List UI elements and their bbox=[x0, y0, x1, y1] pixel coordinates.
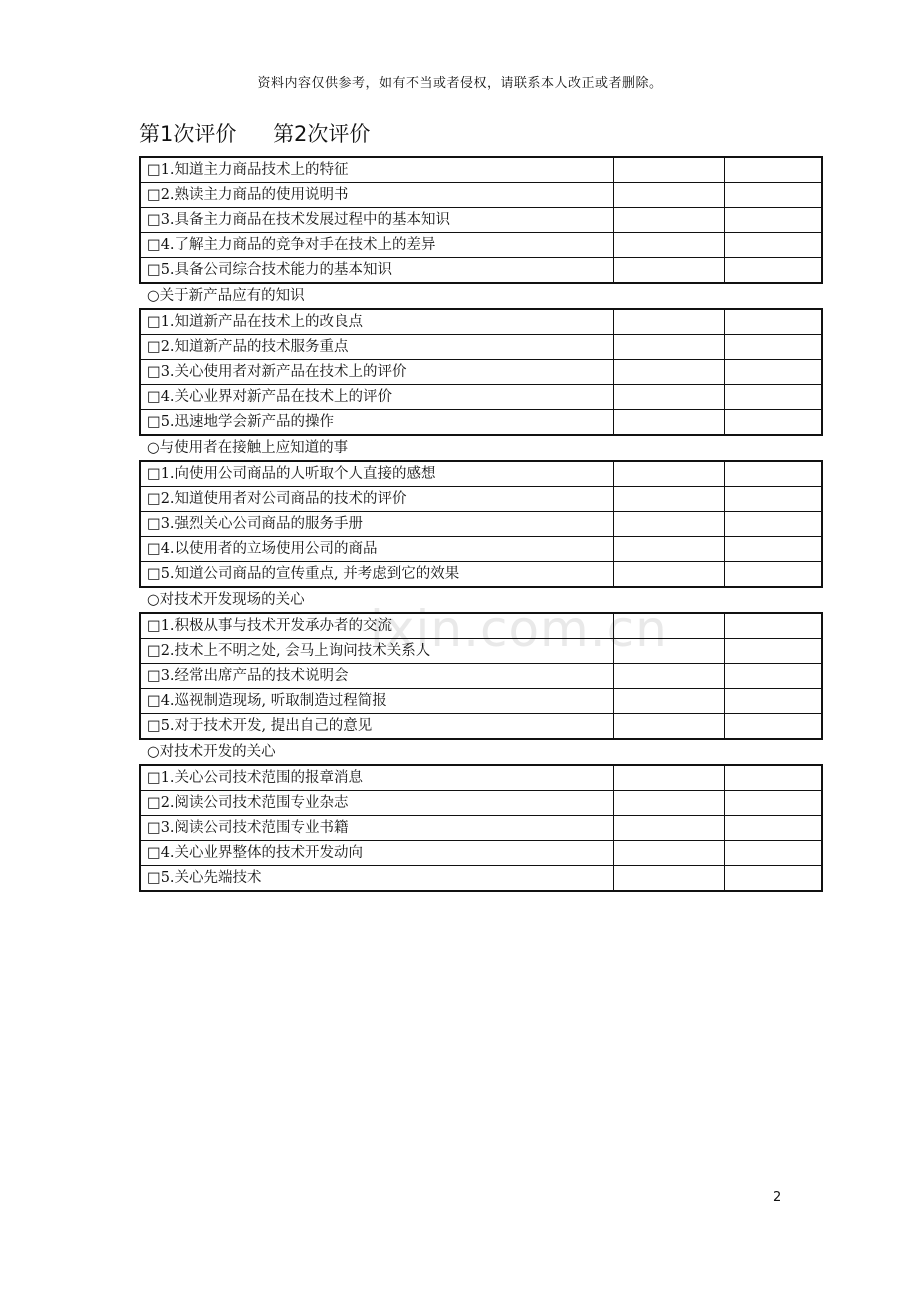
criteria-row bbox=[140, 714, 822, 740]
criteria-row bbox=[140, 689, 822, 714]
second-evaluation-cell[interactable] bbox=[724, 208, 822, 233]
criteria-row bbox=[140, 258, 822, 284]
criteria-row bbox=[140, 841, 822, 866]
disclaimer-notice: 资料内容仅供参考，如有不当或者侵权，请联系本人改正或者删除。 bbox=[257, 76, 663, 91]
criteria-row bbox=[140, 512, 822, 537]
criteria-label: □2.知道使用者对公司商品的技术的评价 bbox=[140, 487, 613, 512]
criteria-row bbox=[140, 664, 822, 689]
second-evaluation-cell[interactable] bbox=[724, 410, 822, 436]
first-evaluation-cell[interactable] bbox=[613, 791, 724, 816]
criteria-label: □1.向使用公司商品的人听取个人直接的感想 bbox=[140, 461, 613, 487]
criteria-row bbox=[140, 360, 822, 385]
criteria-row bbox=[140, 487, 822, 512]
criteria-table bbox=[139, 460, 823, 588]
second-evaluation-cell[interactable] bbox=[724, 309, 822, 335]
second-evaluation-cell[interactable] bbox=[724, 512, 822, 537]
criteria-label: □5.对于技术开发, 提出自己的意见 bbox=[140, 714, 613, 740]
second-evaluation-cell[interactable] bbox=[724, 562, 822, 588]
criteria-label: □5.知道公司商品的宣传重点, 并考虑到它的效果 bbox=[140, 562, 613, 588]
criteria-label: □2.知道新产品的技术服务重点 bbox=[140, 335, 613, 360]
criteria-row bbox=[140, 410, 822, 436]
second-evaluation-cell[interactable] bbox=[724, 258, 822, 284]
criteria-label: □3.关心使用者对新产品在技术上的评价 bbox=[140, 360, 613, 385]
criteria-label: □3.具备主力商品在技术发展过程中的基本知识 bbox=[140, 208, 613, 233]
first-evaluation-cell[interactable] bbox=[613, 841, 724, 866]
criteria-table bbox=[139, 612, 823, 740]
evaluation-form bbox=[139, 156, 821, 892]
first-evaluation-cell[interactable] bbox=[613, 487, 724, 512]
section-title: ○对技术开发现场的关心 bbox=[147, 592, 305, 608]
criteria-row bbox=[140, 233, 822, 258]
second-evaluation-cell[interactable] bbox=[724, 714, 822, 740]
first-evaluation-cell[interactable] bbox=[613, 512, 724, 537]
first-evaluation-cell[interactable] bbox=[613, 309, 724, 335]
second-evaluation-cell[interactable] bbox=[724, 639, 822, 664]
second-evaluation-cell[interactable] bbox=[724, 537, 822, 562]
criteria-row bbox=[140, 461, 822, 487]
section-title: ○与使用者在接触上应知道的事 bbox=[147, 440, 349, 456]
criteria-label: □3.经常出席产品的技术说明会 bbox=[140, 664, 613, 689]
second-evaluation-cell[interactable] bbox=[724, 816, 822, 841]
first-evaluation-cell[interactable] bbox=[613, 233, 724, 258]
first-evaluation-cell[interactable] bbox=[613, 335, 724, 360]
criteria-label: □1.知道主力商品技术上的特征 bbox=[140, 157, 613, 183]
criteria-label: □5.迅速地学会新产品的操作 bbox=[140, 410, 613, 436]
criteria-label: □4.关心业界整体的技术开发动向 bbox=[140, 841, 613, 866]
criteria-label: □1.知道新产品在技术上的改良点 bbox=[140, 309, 613, 335]
first-evaluation-cell[interactable] bbox=[613, 866, 724, 892]
criteria-label: □2.熟读主力商品的使用说明书 bbox=[140, 183, 613, 208]
second-evaluation-cell[interactable] bbox=[724, 360, 822, 385]
criteria-row bbox=[140, 866, 822, 892]
first-evaluation-cell[interactable] bbox=[613, 183, 724, 208]
criteria-label: □2.技术上不明之处, 会马上询问技术关系人 bbox=[140, 639, 613, 664]
section-title: ○关于新产品应有的知识 bbox=[147, 288, 305, 304]
first-evaluation-cell[interactable] bbox=[613, 360, 724, 385]
criteria-label: □3.阅读公司技术范围专业书籍 bbox=[140, 816, 613, 841]
second-evaluation-cell[interactable] bbox=[724, 183, 822, 208]
criteria-row bbox=[140, 309, 822, 335]
first-evaluation-cell[interactable] bbox=[613, 537, 724, 562]
evaluation-headings bbox=[139, 118, 370, 148]
second-evaluation-cell[interactable] bbox=[724, 765, 822, 791]
criteria-row bbox=[140, 385, 822, 410]
second-evaluation-cell[interactable] bbox=[724, 791, 822, 816]
criteria-row bbox=[140, 157, 822, 183]
criteria-table bbox=[139, 764, 823, 892]
criteria-row bbox=[140, 816, 822, 841]
criteria-row bbox=[140, 791, 822, 816]
criteria-row bbox=[140, 183, 822, 208]
first-evaluation-cell[interactable] bbox=[613, 385, 724, 410]
first-evaluation-cell[interactable] bbox=[613, 410, 724, 436]
criteria-row bbox=[140, 208, 822, 233]
first-evaluation-cell[interactable] bbox=[613, 816, 724, 841]
section-title: ○对技术开发的关心 bbox=[147, 744, 276, 760]
criteria-label: □5.具备公司综合技术能力的基本知识 bbox=[140, 258, 613, 284]
first-evaluation-cell[interactable] bbox=[613, 208, 724, 233]
second-evaluation-cell[interactable] bbox=[724, 689, 822, 714]
criteria-row bbox=[140, 537, 822, 562]
criteria-table bbox=[139, 156, 823, 284]
criteria-label: □2.阅读公司技术范围专业杂志 bbox=[140, 791, 613, 816]
heading-first-evaluation: 第1次评价 bbox=[139, 122, 237, 146]
second-evaluation-cell[interactable] bbox=[724, 335, 822, 360]
second-evaluation-cell[interactable] bbox=[724, 385, 822, 410]
second-evaluation-cell[interactable] bbox=[724, 157, 822, 183]
first-evaluation-cell[interactable] bbox=[613, 613, 724, 639]
criteria-row bbox=[140, 335, 822, 360]
first-evaluation-cell[interactable] bbox=[613, 562, 724, 588]
first-evaluation-cell[interactable] bbox=[613, 664, 724, 689]
second-evaluation-cell[interactable] bbox=[724, 487, 822, 512]
criteria-label: □4.了解主力商品的竞争对手在技术上的差异 bbox=[140, 233, 613, 258]
second-evaluation-cell[interactable] bbox=[724, 866, 822, 892]
second-evaluation-cell[interactable] bbox=[724, 613, 822, 639]
heading-second-evaluation: 第2次评价 bbox=[273, 122, 371, 146]
first-evaluation-cell[interactable] bbox=[613, 461, 724, 487]
criteria-label: □4.关心业界对新产品在技术上的评价 bbox=[140, 385, 613, 410]
page-number: 2 bbox=[773, 1190, 782, 1205]
second-evaluation-cell[interactable] bbox=[724, 233, 822, 258]
first-evaluation-cell[interactable] bbox=[613, 639, 724, 664]
second-evaluation-cell[interactable] bbox=[724, 664, 822, 689]
criteria-label: □1.关心公司技术范围的报章消息 bbox=[140, 765, 613, 791]
criteria-row bbox=[140, 765, 822, 791]
watermark: ixin.com.cn bbox=[370, 600, 668, 658]
first-evaluation-cell[interactable] bbox=[613, 157, 724, 183]
second-evaluation-cell[interactable] bbox=[724, 841, 822, 866]
criteria-label: □3.强烈关心公司商品的服务手册 bbox=[140, 512, 613, 537]
criteria-label: □1.积极从事与技术开发承办者的交流 bbox=[140, 613, 613, 639]
criteria-label: □5.关心先端技术 bbox=[140, 866, 613, 892]
first-evaluation-cell[interactable] bbox=[613, 714, 724, 740]
second-evaluation-cell[interactable] bbox=[724, 461, 822, 487]
criteria-label: □4.巡视制造现场, 听取制造过程简报 bbox=[140, 689, 613, 714]
first-evaluation-cell[interactable] bbox=[613, 258, 724, 284]
criteria-row bbox=[140, 562, 822, 588]
first-evaluation-cell[interactable] bbox=[613, 689, 724, 714]
criteria-table bbox=[139, 308, 823, 436]
criteria-row bbox=[140, 613, 822, 639]
criteria-row bbox=[140, 639, 822, 664]
criteria-label: □4.以使用者的立场使用公司的商品 bbox=[140, 537, 613, 562]
first-evaluation-cell[interactable] bbox=[613, 765, 724, 791]
